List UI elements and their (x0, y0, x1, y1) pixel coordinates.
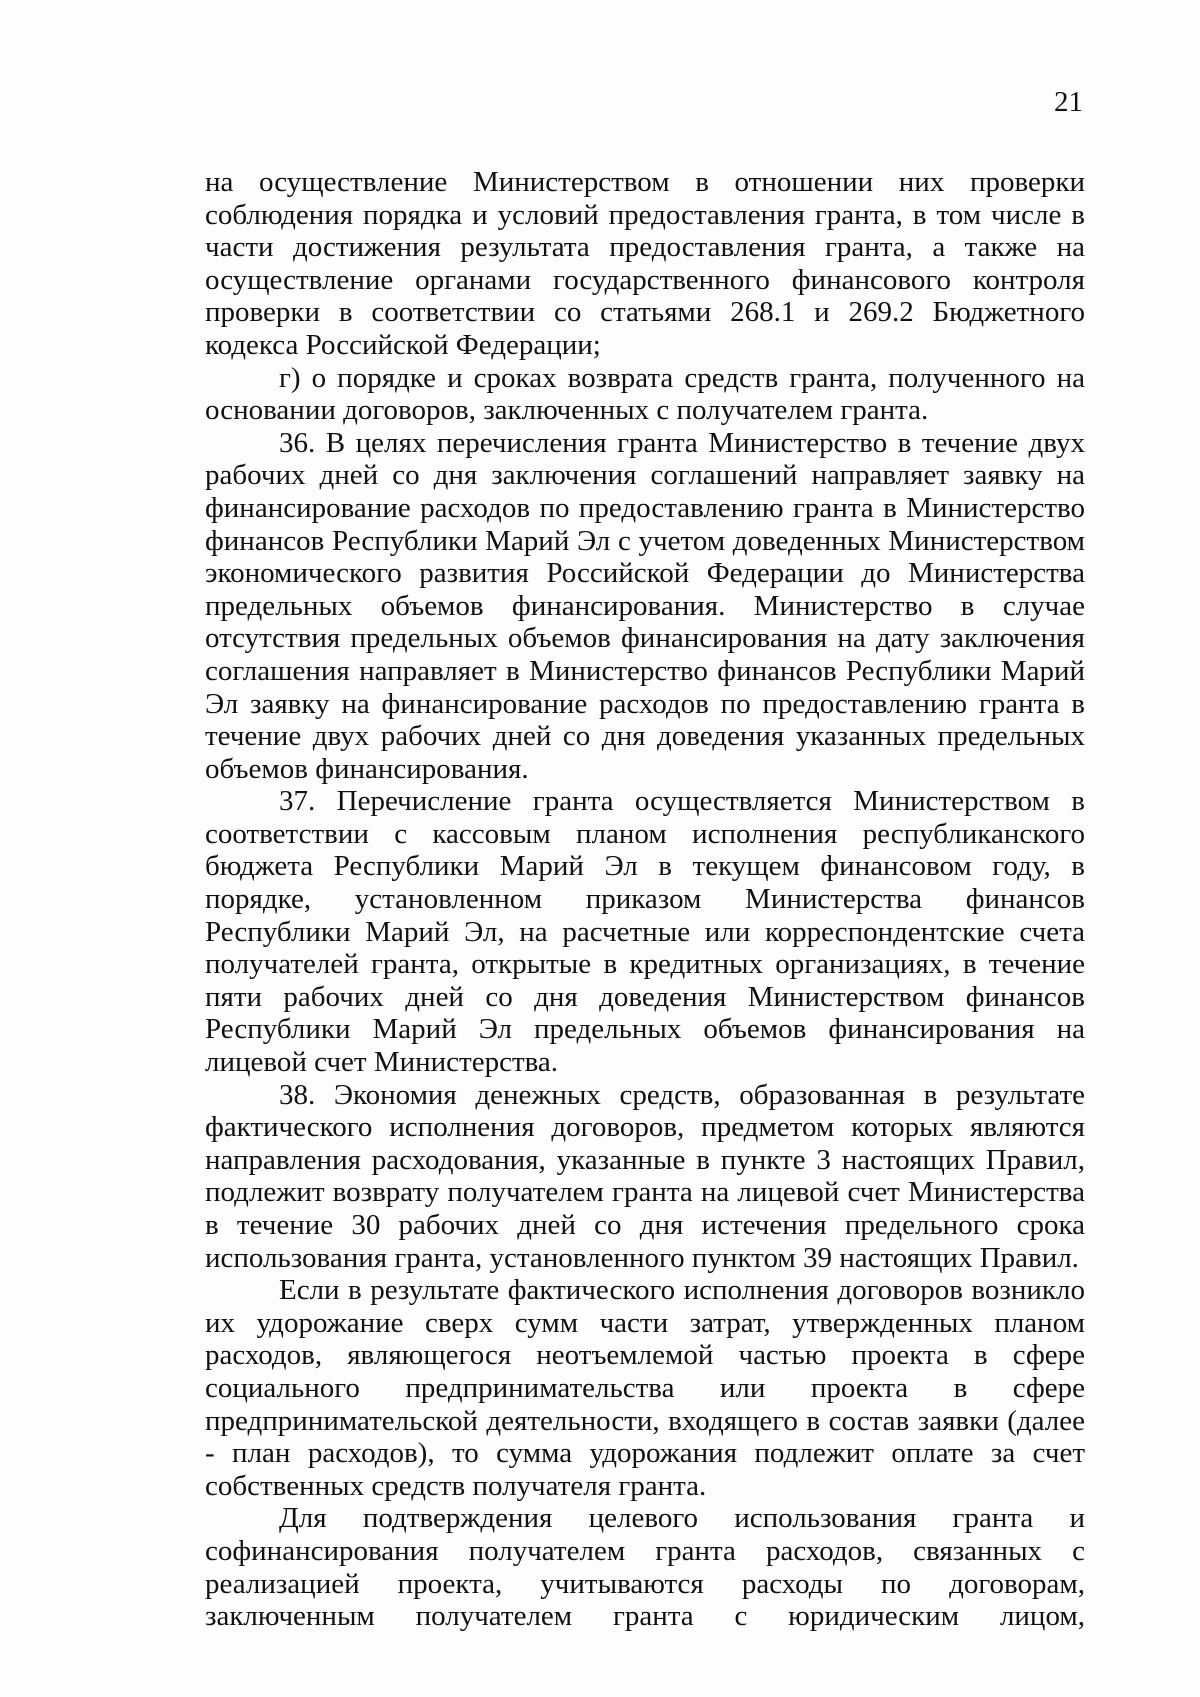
document-body (205, 166, 1085, 1633)
paragraph-confirmation: Для подтверждения целевого использования гранта и софинансирования получателем гранта расходов, связанных с реализацией проекта, учитываются расходы по договорам, заключенным получателем гранта с юридическим лицом, (205, 1502, 1085, 1633)
paragraph-continuation: на осуществление Министерством в отношении них проверки соблюдения порядка и условий предоставления гранта, в том числе в части достижения результата предоставления гранта, а также на осуществление органами государственного финансового контроля проверки в соответствии со статьями 268.1 и 269.2 Бюджетного кодекса Российской Федерации; (205, 166, 1085, 361)
paragraph-38: 38. Экономия денежных средств, образованная в результате фактического исполнения договоров, предметом которых являются направления расходования, указанные в пункте 3 настоящих Правил, подлежит возврату получателем гранта на лицевой счет Министерства в течение 30 рабочих дней со дня истечения предельного срока использования гранта, установленного пунктом 39 настоящих Правил. (205, 1078, 1085, 1274)
paragraph-cost-increase: Если в результате фактического исполнения договоров возникло их удорожание сверх сумм части затрат, утвержденных планом расходов, являющегося неотъемлемой частью проекта в сфере социального предпринимательства или проекта в сфере предпринимательской деятельности, входящего в состав заявки (далее - план расходов), то сумма удорожания подлежит оплате за счет собственных средств получателя гранта. (205, 1274, 1085, 1502)
paragraph-item-g: г) о порядке и сроках возврата средств гранта, полученного на основании договоров, заключенных с получателем гранта. (205, 361, 1085, 427)
paragraph-36: 36. В целях перечисления гранта Министерство в течение двух рабочих дней со дня заключения соглашений направляет заявку на финансирование расходов по предоставлению гранта в Министерство финансов Республики Марий Эл с учетом доведенных Министерством экономического развития Российской Федерации до Министерства предельных объемов финансирования. Министерство в случае отсутствия предельных объемов финансирования на дату заключения соглашения направляет в Министерство финансов Республики Марий Эл заявку на финансирование расходов по предоставлению гранта в течение двух рабочих дней со дня доведения указанных предельных объемов финансирования. (205, 426, 1085, 785)
paragraph-37: 37. Перечисление гранта осуществляется Министерством в соответствии с кассовым планом исполнения республиканского бюджета Республики Марий Эл в текущем финансовом году, в порядке, установленном приказом Министерства финансов Республики Марий Эл, на расчетные или корреспондентские счета получателей гранта, открытые в кредитных организациях, в течение пяти рабочих дней со дня доведения Министерством финансов Республики Марий Эл предельных объемов финансирования на лицевой счет Министерства. (205, 785, 1085, 1079)
page-number: 21 (1054, 86, 1083, 118)
